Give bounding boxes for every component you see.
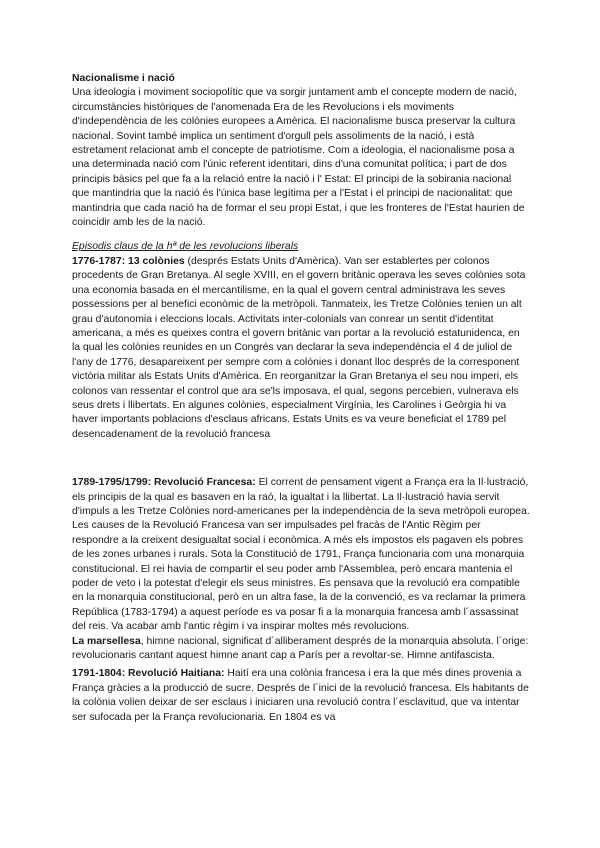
entry-heading: 1789-1795/1799: Revolució Francesa: [72,477,256,489]
entry-french-revolution [72,476,530,634]
entry-heading: La marsellesa [72,635,141,647]
entry-text: (després Estats Units d'Amèrica). Van ser establertes per colonos procedents de Gran Bretanya. Al segle XVIII, en el govern britànic operava les seves colònies sota una economia basada en el mercantilisme, en la qual el govern central administrava les seves possessions per al benefici econòmic de la metròpoli. Tanmateix, les Tretze Colònies tenien un alt grau d'autonomia i eleccions locals. Activitats inter-colonials van conrear un sentit d'identitat americana, a més es queixes contra el govern britànic van portar a la revolució estatunidenca, en la qual les colònies reunides en un Congrés van declarar la seva independència el 4 de juliol de l'any de 1776, desapareixent per sempre com a colònies i donant lloc després de la corresponent victòria militar als Estats Units d'Amèrica. En reorganitzar la Gran Bretanya el seu nou imperi, els colonos van ressentar el control que ara se'ls imposava, el qual, segons percebien, vulnerava els seus drets i llibertats. En algunes colònies, especialment Virgínia, les Carolines i Geòrgia hi va haver importants poblacions d'esclaus africans. Estats Units es va veure beneficiat el 1789 pel desencadenament de la revolució francesa [72,255,526,440]
intro-paragraph: Una ideologia i moviment sociopolític que va sorgir juntament amb el concepte modern de nació, circumstàncies històriques de l'anomenada Era de les Revolucions i els moviments d'independència de les colònies europees a Amèrica. El nacionalisme busca preservar la cultura nacional. Sovint també implica un sentiment d'orgull pels assoliments de la nació, i està estretament relacionat amb el concepte de patriotisme. Com a ideologia, el nacionalisme posa a una determinada nació com l'únic referent identitari, dins d'una comunitat política; i part de dos principis bàsics pel que fa a la relació entre la nació i l' Estat: El principi de la sobirania nacional que mantindria que la nació és l'única base legítima per a l'Estat i el principi de nacionalitat: que mantindria que cada nació ha de formar el seu propi Estat, i que les fronteres de l'Estat haurien de coincidir amb les de la nació. [72,87,525,229]
entry-text: El corrent de pensament vigent a França era la Il·lustració, els principis de la qual es basaven en la raó, la igualtat i la llibertat. La Il·lustració havia servit d'impuls a les Tretze Colònies nord-americanes per la independència de la seva metròpoli europea. Les causes de la Revolució Francesa van ser impulsades pel fracàs de l'Antic Règim per respondre a la creixent desigualtat social i econòmica. A més els impostos els pagaven els pobres de les zones urbanes i rurals. Sota la Constitució de 1791, França funcionaria com una monarquia constitucional. El rei havia de compartir el seu poder amb l'Assemblea, però encara mantenia el poder de veto i la potestat d'elegir els seus ministres. Es pensava que la revolució era compatible en la monarquia constitucional, però en un altra fase, la de la convenció, es va reclamar la primera República (1783-1794) a aquest període es va posar fi a la monarquia francesa amb l´assassinat del reis. Va acabar amb l'antic règim i va inspirar moltes més revolucions. [72,477,530,633]
entry-thirteen-colonies [72,255,530,442]
section-heading: Episodis claus de la hª de les revolucions liberals [72,241,299,253]
document-title: Nacionalisme i nació [72,73,175,84]
entry-haitian-revolution [72,667,530,725]
entry-text: Haití era una colònia francesa i era la que més dines provenia a França gràcies a la producció de sucre. Després de l´inici de la revolució francesa. Els habitants de la colònia volien deixar de ser esclaus i iniciaren una revolució contra l´esclavitud, que va intentar ser sufocada per la França revolucionaria. En 1804 es va [72,668,529,723]
entry-heading: 1776-1787: 13 colònies [72,255,185,267]
entry-heading: 1791-1804: Revolució Haitiana: [72,668,225,680]
entry-marseillaise [72,635,530,664]
entry-text: , himne nacional, significat d´alliberament després de la monarquia absoluta. l´orige: revolucionaris cantant aquest himne anant cap a París per a revoltar-se. Himne antifascista. [72,635,529,662]
